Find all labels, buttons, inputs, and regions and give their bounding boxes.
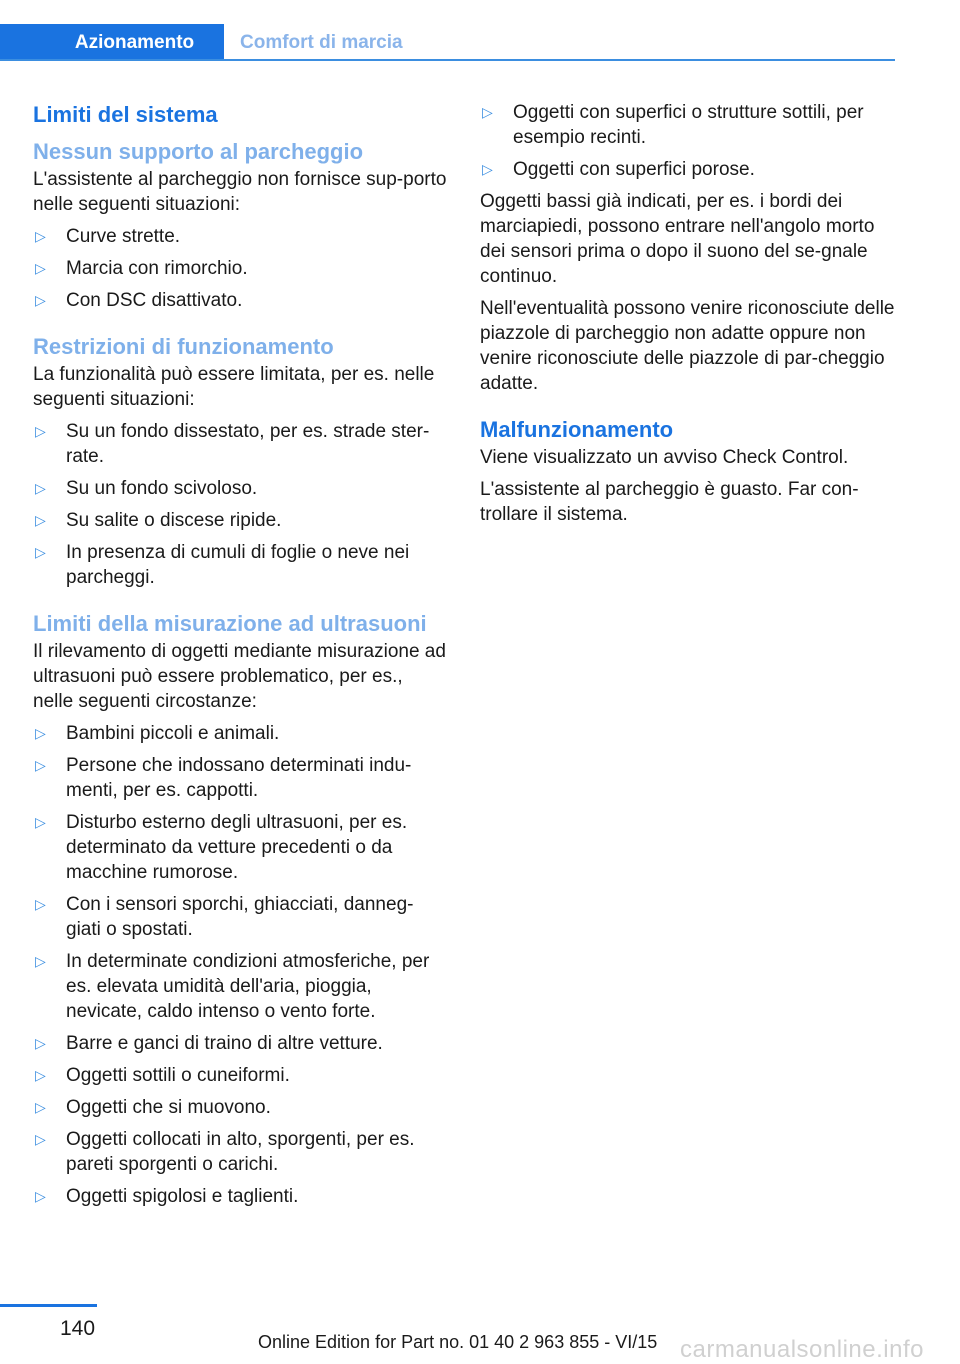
list-item: ▷ Con i sensori sporchi, ghiacciati, danneg‐giati o spostati. (35, 894, 414, 940)
list-item: ▷ In determinate condizioni atmosferiche, per es. elevata umidità dell'aria, pioggia, nevicate, caldo intenso o vento forte. (35, 951, 430, 1022)
triangle-bullet-icon: ▷ (35, 1099, 46, 1115)
edition-text: Online Edition for Part no. 01 40 2 963 855 - VI/15 (258, 1332, 658, 1352)
list-item: ▷ Barre e ganci di traino di altre vetture. (35, 1033, 383, 1054)
triangle-bullet-icon: ▷ (35, 480, 46, 496)
list-item: ▷ Oggetti spigolosi e taglienti. (35, 1186, 299, 1207)
subsection-heading: Restrizioni di funzionamento (33, 334, 334, 359)
tab-comfort-di-marcia[interactable]: Comfort di marcia (240, 31, 403, 53)
list-item: ▷ Oggetti che si muovono. (35, 1097, 271, 1118)
left-column (33, 100, 448, 1228)
triangle-bullet-icon: ▷ (35, 512, 46, 528)
subsection-heading: Nessun supporto al parcheggio (33, 139, 364, 164)
list-item: ▷ Persone che indossano determinati indu‐menti, per es. cappotti. (35, 755, 412, 801)
paragraph: Viene visualizzato un avviso Check Control. (480, 447, 849, 468)
triangle-bullet-icon: ▷ (35, 725, 46, 741)
triangle-bullet-icon: ▷ (35, 1131, 46, 1147)
bullet-list (33, 419, 448, 590)
page-number: 140 (60, 1317, 96, 1340)
triangle-bullet-icon: ▷ (482, 161, 493, 177)
bullet-list (33, 224, 448, 313)
triangle-bullet-icon: ▷ (35, 953, 46, 969)
triangle-bullet-icon: ▷ (35, 814, 46, 830)
list-item: ▷ Curve strette. (35, 226, 181, 247)
list-item: ▷ Su salite o discese ripide. (35, 510, 282, 531)
list-item: ▷ Marcia con rimorchio. (35, 258, 248, 279)
tab-azionamento[interactable]: Azionamento (0, 24, 224, 61)
list-item: ▷ Bambini piccoli e animali. (35, 723, 280, 744)
triangle-bullet-icon: ▷ (35, 292, 46, 308)
watermark: carmanualsonline.info (680, 1336, 924, 1363)
list-item: ▷ Oggetti sottili o cuneiformi. (35, 1065, 290, 1086)
triangle-bullet-icon: ▷ (35, 228, 46, 244)
paragraph: La funzionalità può essere limitata, per es. nelle seguenti situazioni: (33, 364, 435, 410)
list-item: ▷ Con DSC disattivato. (35, 290, 243, 311)
list-item: ▷ Oggetti collocati in alto, sporgenti, per es. pareti sporgenti o carichi. (35, 1129, 415, 1175)
bullet-list (480, 100, 895, 182)
triangle-bullet-icon: ▷ (35, 1067, 46, 1083)
footer-rule (0, 1304, 97, 1307)
triangle-bullet-icon: ▷ (35, 1035, 46, 1051)
list-item: ▷ Disturbo esterno degli ultrasuoni, per es. determinato da vetture precedenti o da macchine rumorose. (35, 812, 408, 883)
bullet-list (33, 721, 448, 1209)
triangle-bullet-icon: ▷ (35, 1188, 46, 1204)
triangle-bullet-icon: ▷ (35, 757, 46, 773)
list-item: ▷ Su un fondo scivoloso. (35, 478, 258, 499)
triangle-bullet-icon: ▷ (35, 544, 46, 560)
list-item: ▷ Su un fondo dissestato, per es. strade ster‐rate. (35, 421, 430, 467)
section-title: Limiti del sistema (33, 102, 218, 127)
paragraph: Il rilevamento di oggetti mediante misurazione ad ultrasuoni può essere problematico, per es., nelle seguenti circostanze: (33, 641, 446, 712)
list-item: ▷ Oggetti con superfici o strutture sottili, per esempio recinti. (482, 102, 864, 148)
triangle-bullet-icon: ▷ (482, 104, 493, 120)
list-item: ▷ In presenza di cumuli di foglie o neve nei parcheggi. (35, 542, 410, 588)
triangle-bullet-icon: ▷ (35, 423, 46, 439)
paragraph: Oggetti bassi già indicati, per es. i bordi dei marciapiedi, possono entrare nell'angolo morto dei sensori prima o dopo il suono del se‐gnale continuo. (480, 191, 875, 287)
header-underline (0, 59, 895, 61)
paragraph: L'assistente al parcheggio non fornisce sup‐porto nelle seguenti situazioni: (33, 169, 447, 215)
triangle-bullet-icon: ▷ (35, 260, 46, 276)
paragraph: Nell'eventualità possono venire riconosciute delle piazzole di parcheggio non adatte oppure non venire riconosciute delle piazzole di par‐cheggio adatte. (480, 298, 895, 394)
subsection-heading: Limiti della misurazione ad ultrasuoni (33, 611, 427, 636)
section-title: Malfunzionamento (480, 417, 674, 442)
list-item: ▷ Oggetti con superfici porose. (482, 159, 755, 180)
triangle-bullet-icon: ▷ (35, 896, 46, 912)
paragraph: L'assistente al parcheggio è guasto. Far con‐trollare il sistema. (480, 479, 859, 525)
right-column (480, 100, 895, 534)
